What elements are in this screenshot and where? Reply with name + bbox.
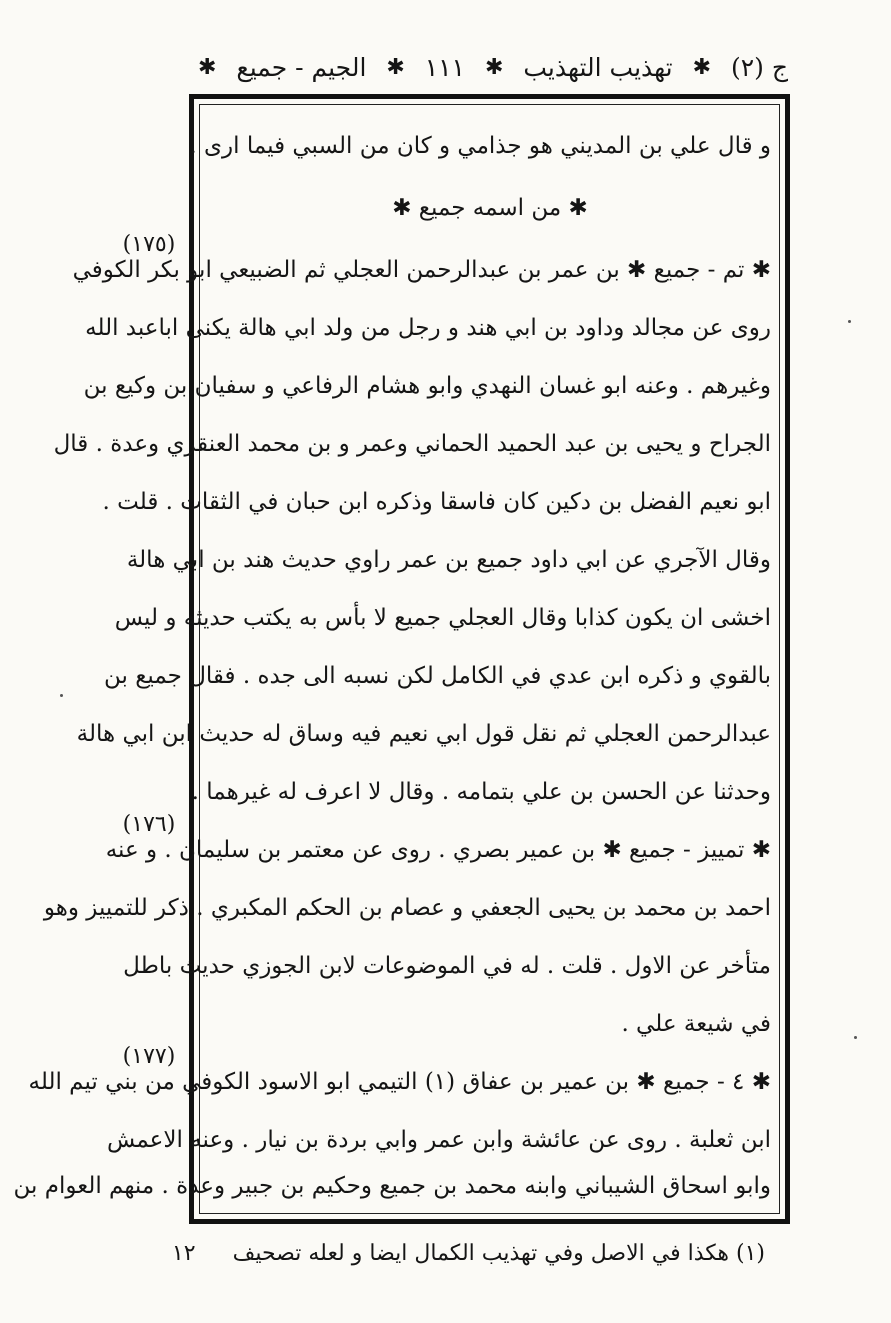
body-line: اخشى ان يكون كذابا وقال العجلي جميع لا بأس به يكتب حديثه و ليس — [114, 605, 771, 631]
header-page-number: ١١١ — [424, 52, 465, 82]
body-line: ✱ تمييز - جميع ✱ بن عمير بصري . روى عن معتمر بن سليمان . و عنه — [105, 837, 771, 863]
footnote — [171, 1234, 765, 1274]
margin-entry-number: (١٧٥) — [122, 232, 176, 257]
header-ornament-icon: ✱ — [484, 54, 504, 80]
scan-speck — [854, 1036, 857, 1039]
body-line: و قال علي بن المديني هو جذامي و كان من السبي فيما ارى . — [189, 133, 771, 159]
margin-entry-number: (١٧٦) — [122, 812, 176, 837]
header-ornament-icon: ✱ — [198, 54, 217, 80]
margin-entry-number: (١٧٧) — [122, 1044, 176, 1069]
scan-speck — [848, 320, 851, 323]
body-line: في شيعة علي . — [621, 1011, 771, 1037]
body-line: ابن ثعلبة . روى عن عائشة وابن عمر وابي بردة بن نيار . وعنه الاعمش — [107, 1127, 771, 1153]
body-line: ✱ تم - جميع ✱ بن عمر بن عبدالرحمن العجلي ثم الضبيعي ابو بكر الكوفي — [72, 257, 771, 283]
header-section: الجيم - جميع — [236, 52, 367, 82]
body-line: بالقوي و ذكره ابن عدي في الكامل لكن نسبه الى جده . فقال جميع بن — [103, 663, 771, 689]
body-line: الجراح و يحيى بن عبد الحميد الحماني وعمر و بن محمد العنقري وعدة . قال — [53, 431, 771, 457]
scan-speck — [60, 694, 63, 697]
header-book-title: تهذيب التهذيب — [523, 52, 673, 82]
footnote-text: (١) هكذا في الاصل وفي تهذيب الكمال ايضا و لعله تصحيف — [232, 1241, 765, 1266]
footnote-page-marker: ١٢ — [171, 1241, 196, 1266]
body-line: ✱ ٤ - جميع ✱ بن عمير بن عفاق (١) التيمي ابو الاسود الكوفي من بني تيم الله — [28, 1069, 771, 1095]
running-header — [196, 48, 788, 86]
body-line: وقال الآجري عن ابي داود جميع بن عمر راوي حديث هند بن ابي هالة — [126, 547, 771, 573]
section-heading: ✱ من اسمه جميع ✱ — [392, 195, 588, 221]
body-line: وابو اسحاق الشيباني وابنه محمد بن جميع وحكيم بن جبير وعدة . منهم العوام بن — [13, 1173, 771, 1199]
body-line: روى عن مجالد وداود بن ابي هند و رجل من ولد ابي هالة يكنى اباعبد الله — [85, 315, 771, 341]
body-line: ابو نعيم الفضل بن دكين كان فاسقا وذكره ابن حبان في الثقات . قلت . — [102, 489, 771, 515]
body-line: وحدثنا عن الحسن بن علي بتمامه . وقال لا اعرف له غيرهما . — [191, 779, 771, 805]
header-volume: ج (٢) — [730, 52, 788, 82]
body-line: متأخر عن الاول . قلت . له في الموضوعات لابن الجوزي حديث باطل — [123, 953, 771, 979]
header-ornament-icon: ✱ — [386, 54, 405, 80]
body-line: وغيرهم . وعنه ابو غسان النهدي وابو هشام الرفاعي و سفيان بن وكيع بن — [83, 373, 771, 399]
body-line: احمد بن محمد بن يحيى الجعفي و عصام بن الحكم المكبري . ذكر للتمييز وهو — [43, 895, 771, 921]
header-ornament-icon: ✱ — [692, 54, 712, 80]
body-line: عبدالرحمن العجلي ثم نقل قول ابي نعيم فيه وساق له حديث ابن ابي هالة — [76, 721, 771, 747]
